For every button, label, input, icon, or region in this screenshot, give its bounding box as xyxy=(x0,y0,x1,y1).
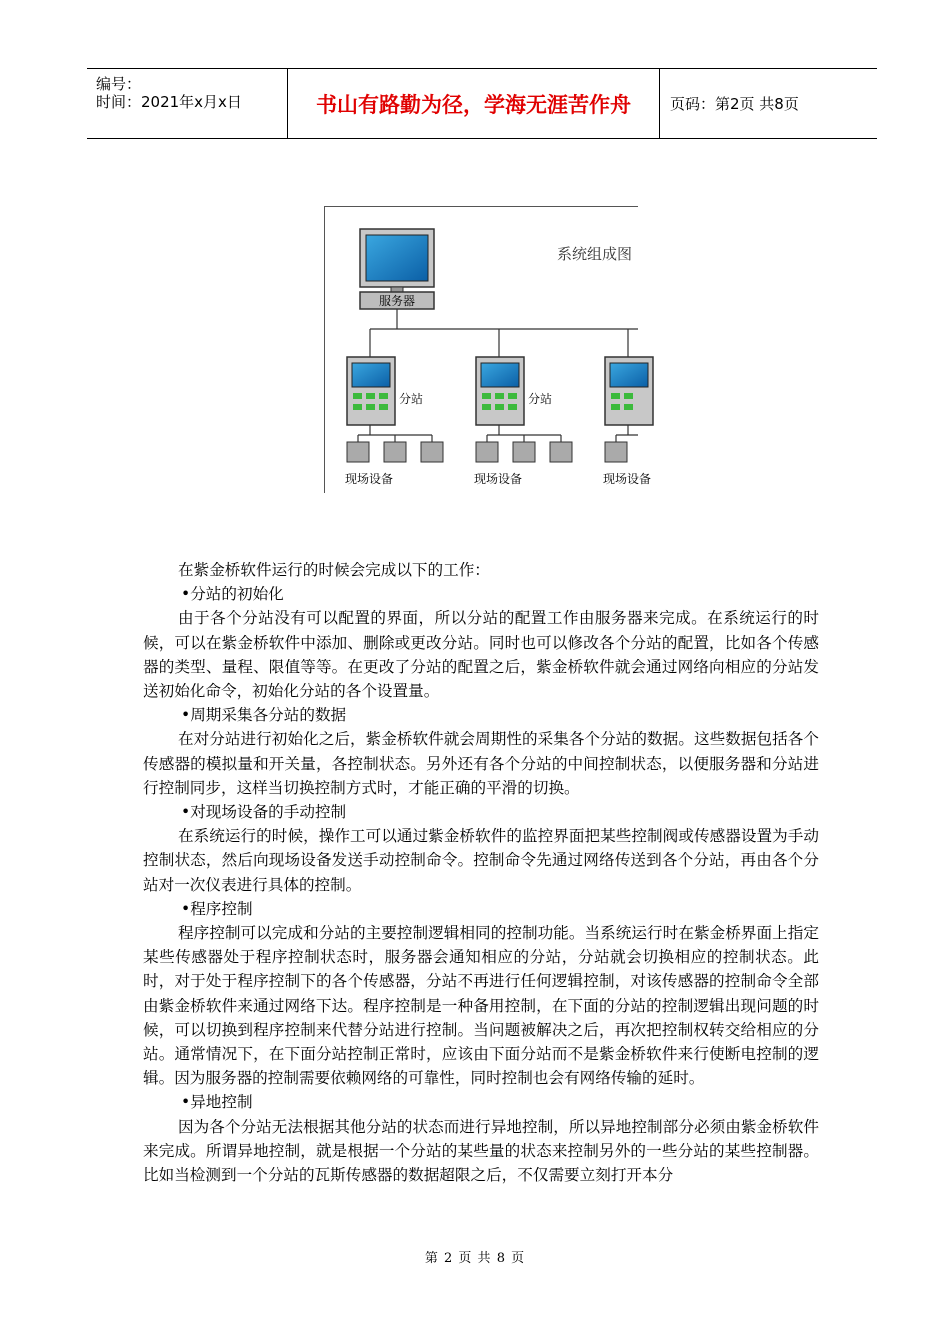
field-device-icons xyxy=(605,442,627,462)
number-label: 编号： xyxy=(96,75,142,93)
field-device-icons xyxy=(347,442,443,462)
paragraph: 在紫金桥软件运行的时候会完成以下的工作： xyxy=(178,561,490,579)
paragraph: 由于各个分站没有可以配置的界面，所以分站的配置工作由服务器来完成。在系统运行的时候，可以在紫金桥软件中添加、删除或更改分站。同时也可以修改各个分站的配置，比如各个传感器的类型、量程、限值等等。在更改了分站的配置之后，紫金桥软件就会通过网络向相应的分站发送初始化命令，初始化分站的各个设置量。 xyxy=(143,609,819,701)
header-table xyxy=(87,68,877,139)
bullet-heading: •对现场设备的手动控制 xyxy=(181,803,347,822)
paragraph: 在系统运行的时候，操作工可以通过紫金桥软件的监控界面把某些控制阀或传感器设置为手动控制状态，然后向现场设备发送手动控制命令。控制命令先通过网络传送到各个分站，再由各个分站对一次仪表进行具体的控制。 xyxy=(143,827,819,894)
page-footer: 第 2 页 共 8 页 xyxy=(424,1251,526,1266)
bullet-heading: •分站的初始化 xyxy=(181,585,284,604)
field-device-icons xyxy=(476,442,572,462)
paragraph: 程序控制可以完成和分站的主要控制逻辑相同的控制功能。当系统运行时在紫金桥界面上指定某些传感器处于程序控制状态时，服务器会通知相应的分站，分站就会切换相应的控制状态。此时，对于处于程序控制下的各个传感器，分站不再进行任何逻辑控制，对该传感器的控制命令全部由紫金桥软件来通过网络下达。程序控制是一种备用控制，在下面的分站的控制逻辑出现问题的时候，可以切换到程序控制来代替分站进行控制。当问题被解决之后，再次把控制权转交给相应的分站。通常情况下，在下面分站控制正常时，应该由下面分站而不是紫金桥软件来行使断电控制的逻辑。因为服务器的控制需要依赖网络的可靠性，同时控制也会有网络传输的延时。 xyxy=(143,924,819,1088)
bullet-heading: •异地控制 xyxy=(181,1093,253,1112)
document-body xyxy=(143,558,819,1187)
page-label: 页码：第2页 共8页 xyxy=(670,95,799,113)
field-device-label: 现场设备 xyxy=(345,472,394,486)
diagram-title: 系统组成图 xyxy=(557,245,633,263)
network-lines xyxy=(370,309,638,357)
time-label: 时间：2021年x月x日 xyxy=(96,93,242,111)
field-device-label: 现场设备 xyxy=(474,472,523,486)
bullet-heading: •程序控制 xyxy=(181,899,253,918)
paragraph: 因为各个分站无法根据其他分站的状态而进行异地控制，所以异地控制部分必须由紫金桥软件来完成。所谓异地控制，就是根据一个分站的某些量的状态来控制另外的一些分站的某些控制器。比如当检测到一个分站的瓦斯传感器的数据超限之后，不仅需要立刻打开本分 xyxy=(143,1117,819,1185)
substation-icon xyxy=(476,357,524,425)
header-left-cell xyxy=(87,69,287,138)
bullet-heading: •周期采集各分站的数据 xyxy=(181,706,347,725)
system-diagram xyxy=(324,206,652,493)
field-device-label: 现场设备 xyxy=(603,472,652,486)
substation-label: 分站 xyxy=(399,392,424,406)
substation-icon xyxy=(605,357,653,425)
substation-label: 分站 xyxy=(528,392,553,406)
motto: 书山有路勤为径，学海无涯苦作舟 xyxy=(316,92,631,117)
paragraph: 在对分站进行初始化之后，紫金桥软件就会周期性的采集各个分站的数据。这些数据包括各个传感器的模拟量和开关量，各控制状态。另外还有各个分站的中间控制状态，以便服务器和分站进行控制同步，这样当切换控制方式时，才能正确的平滑的切换。 xyxy=(143,730,819,797)
server-label: 服务器 xyxy=(378,294,416,308)
substation-icon xyxy=(347,357,395,425)
